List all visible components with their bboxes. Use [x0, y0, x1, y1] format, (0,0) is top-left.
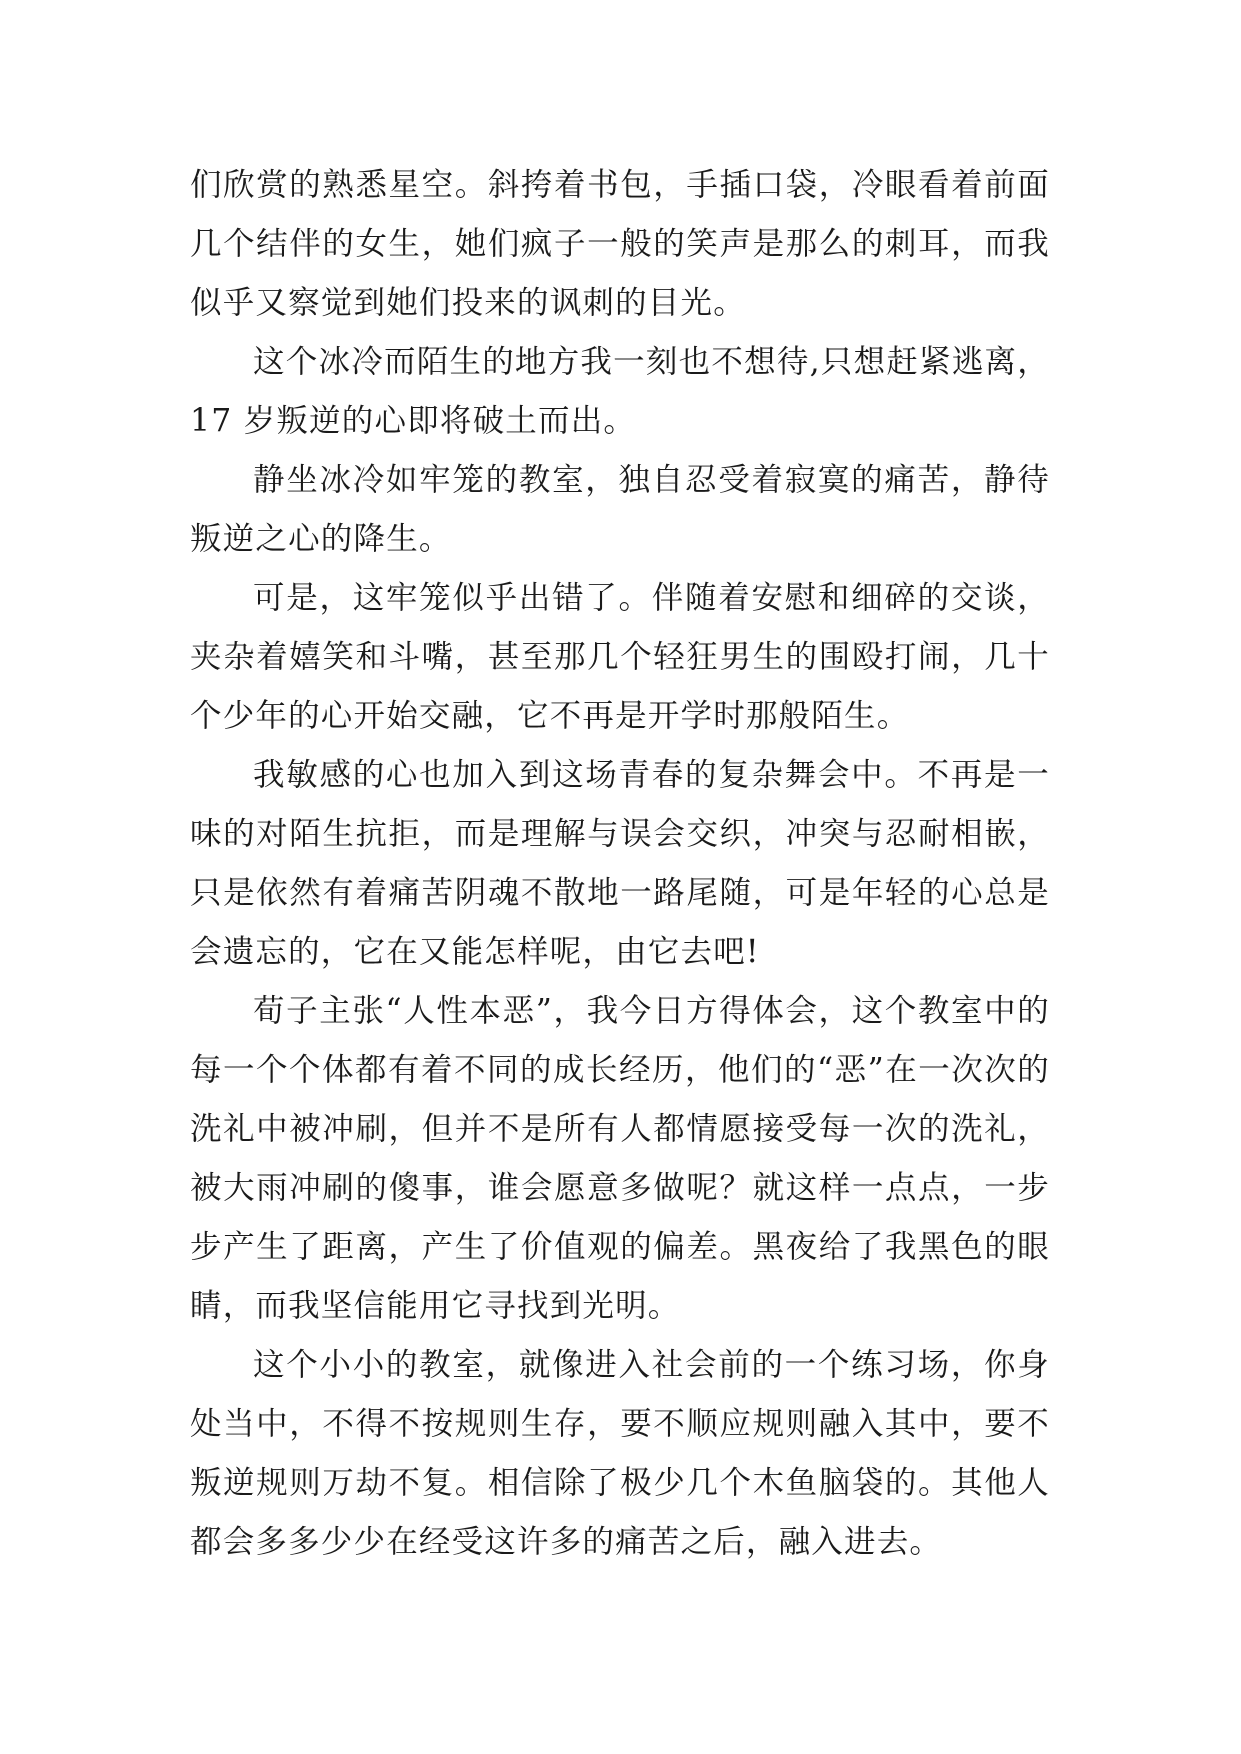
paragraph-6: 荀子主张“人性本恶”，我今日方得体会，这个教室中的每一个个体都有着不同的成长经历，他们的“恶”在一次次的洗礼中被冲刷，但并不是所有人都情愿接受每一次的洗礼，被大雨冲刷的傻事，谁会愿意多做呢？就这样一点点，一步步产生了距离，产生了价值观的偏差。黑夜给了我黑色的眼睛，而我坚信能用它寻找到光明。: [190, 993, 1050, 1324]
paragraph-4: 可是，这牢笼似乎出错了。伴随着安慰和细碎的交谈，夹杂着嬉笑和斗嘴，甚至那几个轻狂男生的围殴打闹，几十个少年的心开始交融，它不再是开学时那般陌生。: [190, 580, 1050, 734]
paragraph-7: 这个小小的教室，就像进入社会前的一个练习场，你身处当中，不得不按规则生存，要不顺应规则融入其中，要不叛逆规则万劫不复。相信除了极少几个木鱼脑袋的。其他人都会多多少少在经受这许多的痛苦之后，融入进去。: [190, 1347, 1050, 1560]
paragraph-3: 静坐冰冷如牢笼的教室，独自忍受着寂寞的痛苦，静待叛逆之心的降生。: [190, 462, 1050, 557]
document-body: [190, 156, 1050, 1572]
paragraph-1: 们欣赏的熟悉星空。斜挎着书包，手插口袋，冷眼看着前面几个结伴的女生，她们疯子一般的笑声是那么的刺耳，而我似乎又察觉到她们投来的讽刺的目光。: [190, 167, 1050, 321]
paragraph-2: 这个冰冷而陌生的地方我一刻也不想待,只想赶紧逃离，17 岁叛逆的心即将破土而出。: [190, 344, 1050, 439]
paragraph-5: 我敏感的心也加入到这场青春的复杂舞会中。不再是一味的对陌生抗拒，而是理解与误会交织，冲突与忍耐相嵌，只是依然有着痛苦阴魂不散地一路尾随，可是年轻的心总是会遗忘的，它在又能怎样呢，由它去吧!: [190, 757, 1050, 970]
